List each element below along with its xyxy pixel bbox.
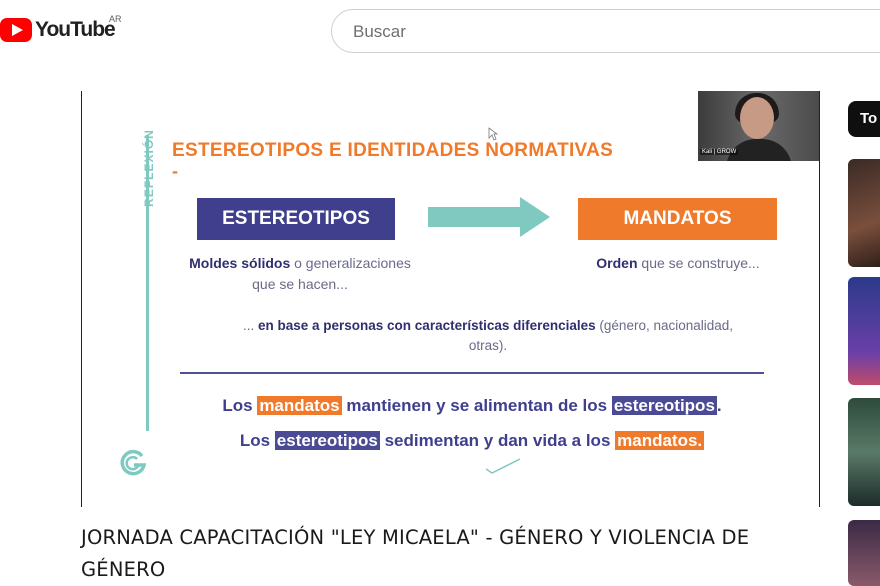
checkmark-icon [484, 455, 524, 475]
left-desc-line2: que se hacen... [252, 276, 348, 292]
masthead [0, 0, 880, 64]
line1-part2: mantienen y se alimentan de los [341, 396, 612, 415]
mid-desc-prefix: ... [242, 318, 258, 333]
line2-highlight-estereotipos: estereotipos [276, 431, 378, 450]
estereotipos-box [197, 198, 395, 240]
mid-desc-line2: otras). [468, 338, 508, 353]
line1-part1: Los [222, 396, 258, 415]
estereotipos-description [170, 253, 430, 295]
slide-title-dash: - [172, 161, 178, 181]
conclusion-line-2 [182, 431, 762, 451]
recommended-thumbnail[interactable] [848, 159, 880, 267]
logo-text: YouTube [35, 18, 115, 41]
line1-highlight-mandatos: mandatos [259, 396, 340, 415]
filter-chip[interactable]: To [848, 101, 880, 137]
speaker-face [740, 97, 774, 139]
recommended-thumbnail[interactable] [848, 398, 880, 506]
mandatos-box [578, 198, 777, 240]
right-arrow-icon [428, 197, 550, 237]
line2-part2: sedimentan y dan vida a los [379, 431, 616, 450]
youtube-play-icon [0, 18, 32, 42]
video-title: JORNADA CAPACITACIÓN "LEY MICAELA" - GÉNERO Y VIOLENCIA DE GÉNERO [81, 526, 750, 581]
line1-highlight-estereotipos: estereotipos [613, 396, 715, 415]
mid-desc-rest: (género, nacionalidad, [595, 318, 734, 333]
estereotipos-label: ESTEREOTIPOS [222, 208, 370, 229]
mid-desc-bold: en base a personas con características diferenciales [257, 318, 596, 333]
right-desc-rest: que se construye... [637, 255, 760, 271]
mandatos-description [568, 255, 788, 271]
recommended-thumbnail[interactable] [848, 520, 880, 586]
search-input[interactable] [351, 21, 875, 43]
right-desc-bold: Orden [596, 255, 638, 271]
slide-side-label: REFLEXIÓN [141, 129, 156, 207]
conclusion-line-1 [182, 396, 762, 416]
middle-description [200, 316, 776, 356]
video-player[interactable] [81, 91, 820, 507]
mandatos-label: MANDATOS [623, 208, 732, 229]
search-box[interactable] [331, 9, 880, 53]
left-desc-rest: o generalizaciones [290, 255, 411, 271]
grow-logo-icon [118, 448, 148, 478]
line2-highlight-mandatos: mandatos. [617, 431, 703, 450]
recommended-thumbnail[interactable] [848, 277, 880, 385]
line1-part3: . [716, 396, 722, 415]
slide-divider [180, 372, 764, 374]
youtube-logo[interactable] [0, 14, 122, 42]
region-code: AR [109, 14, 122, 24]
slide-title: ESTEREOTIPOS E IDENTIDADES NORMATIVAS [172, 140, 614, 161]
webcam-name-tag: Kali | GROW [702, 149, 737, 155]
mouse-cursor-icon [488, 127, 498, 141]
line2-part1: Los [239, 431, 275, 450]
left-desc-bold: Moldes sólidos [189, 255, 291, 271]
webcam-overlay [698, 91, 820, 161]
